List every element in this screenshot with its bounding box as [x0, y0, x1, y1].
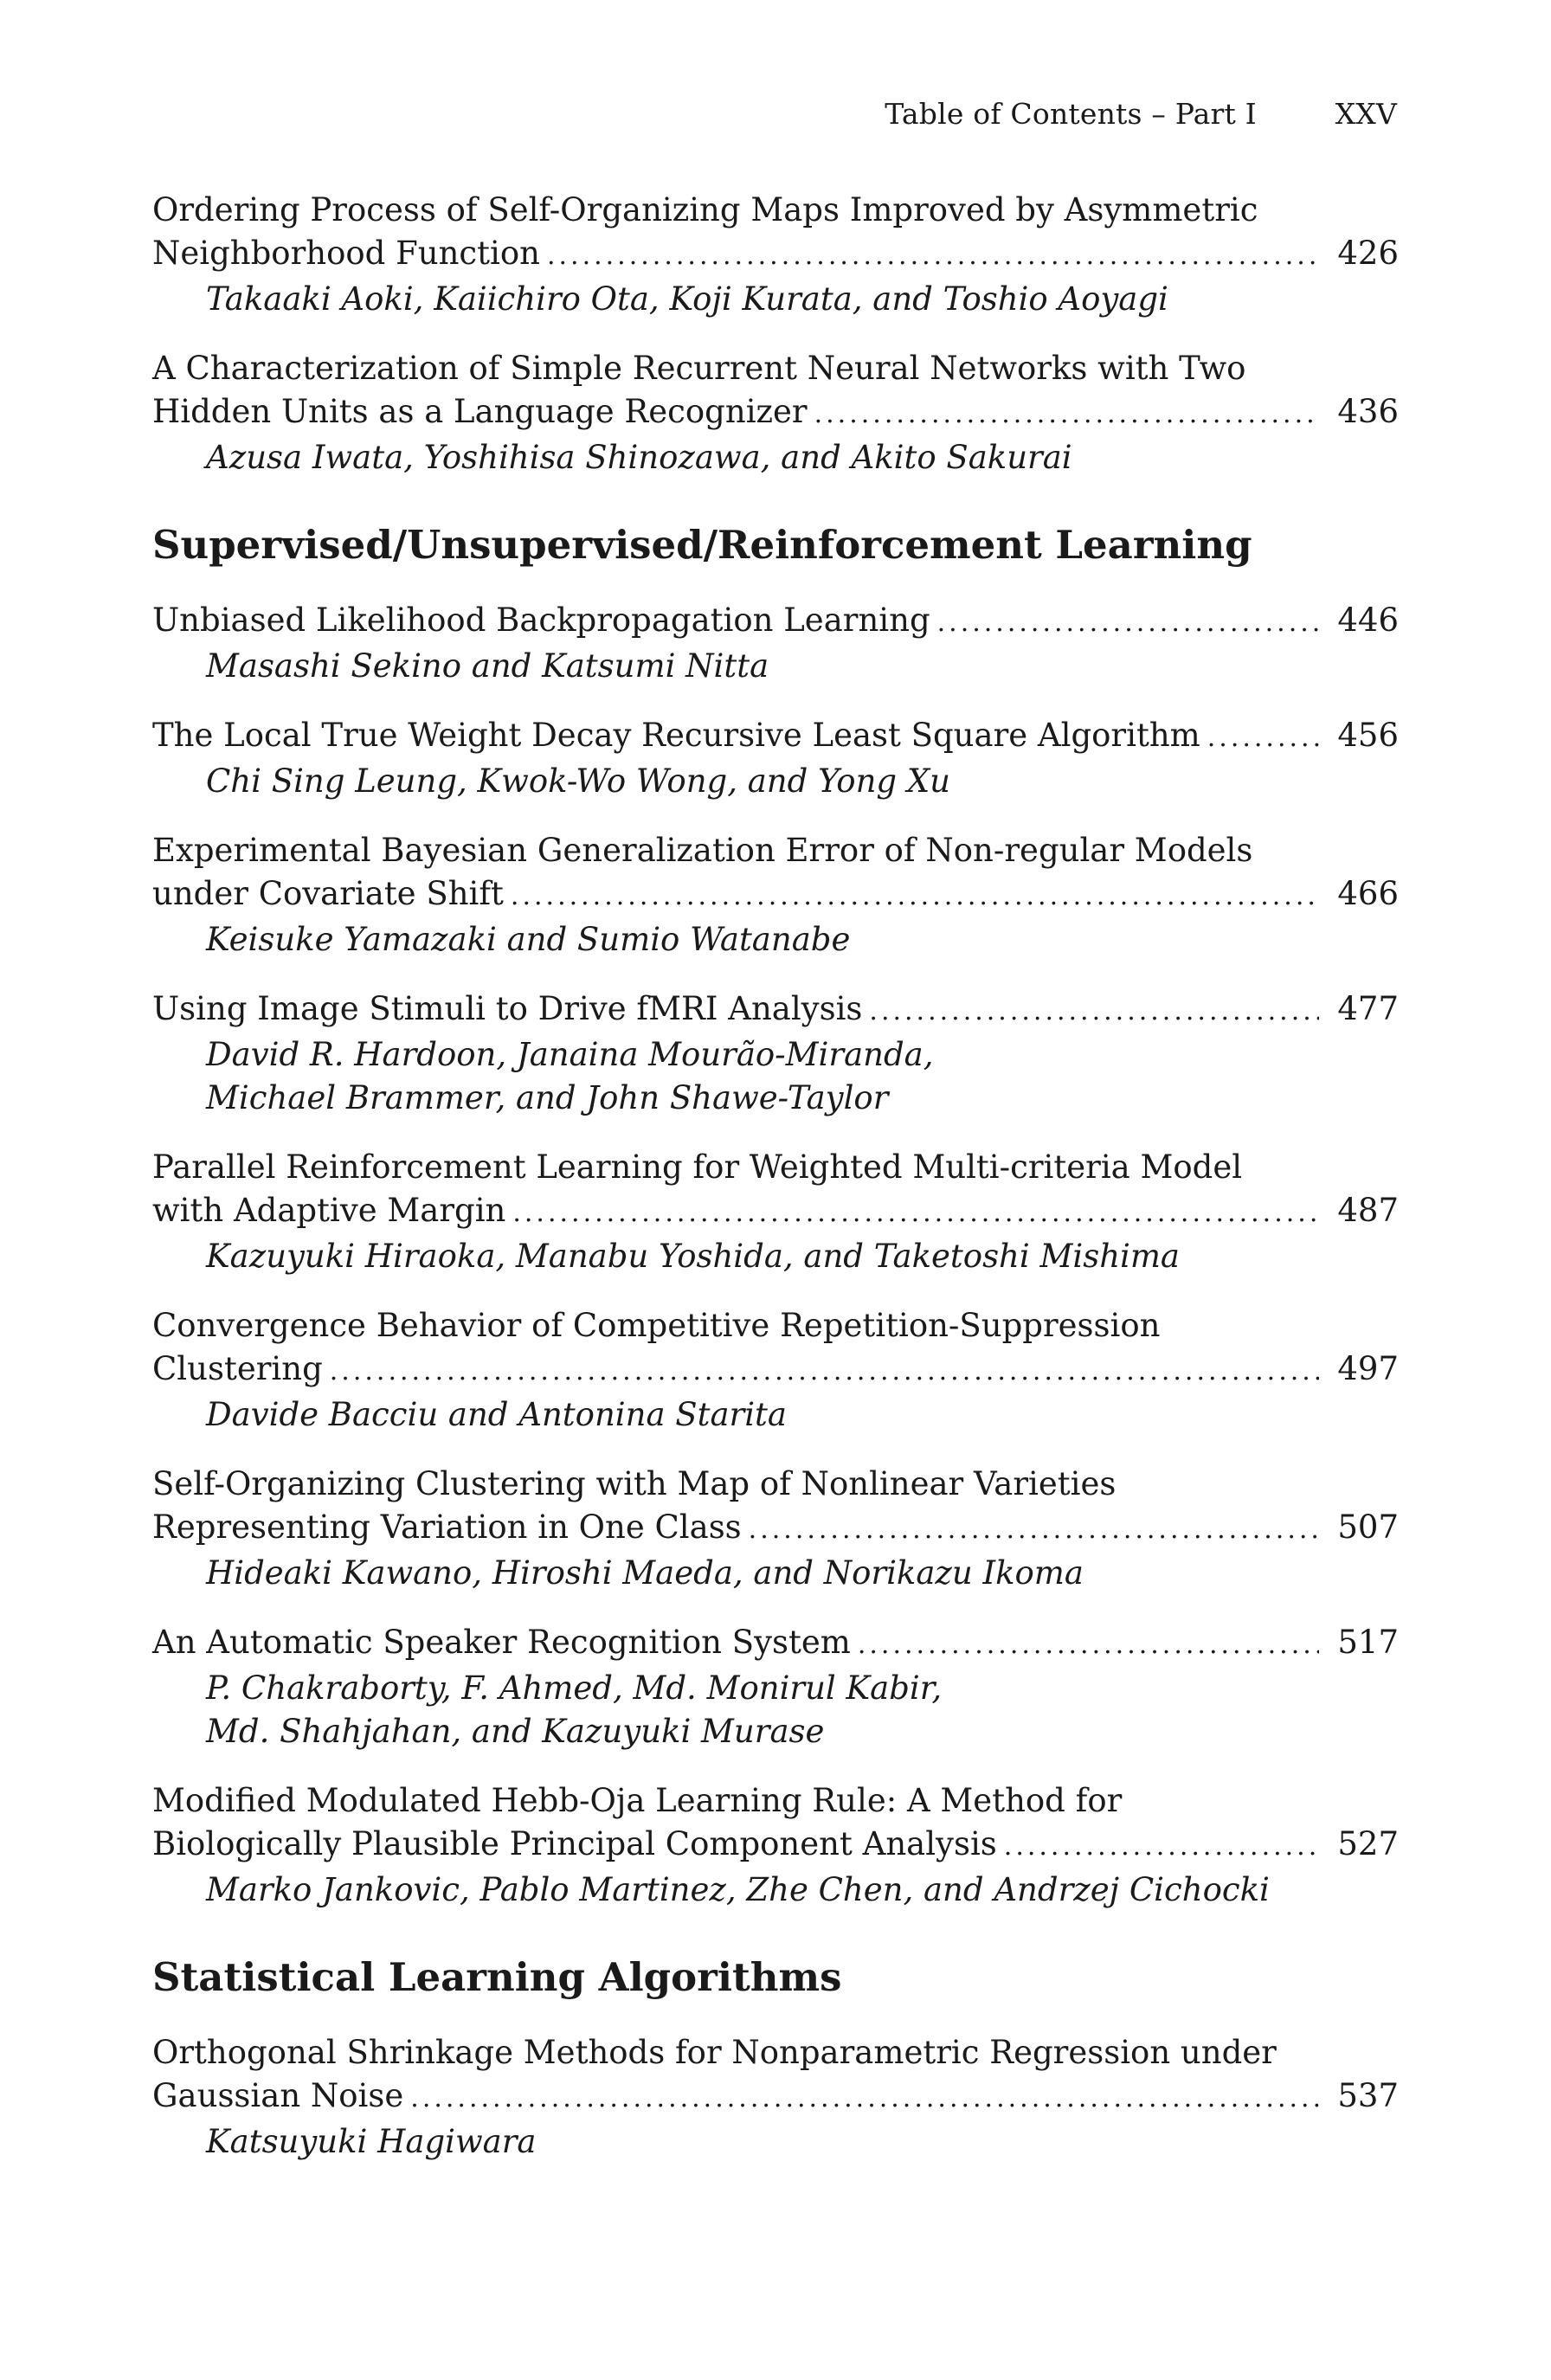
entry-authors: Md. Shahjahan, and Kazuyuki Murase — [206, 1713, 825, 1750]
entry-title-line — [152, 1506, 1399, 1552]
entry-title-line — [152, 1304, 1399, 1348]
toc-entry — [152, 1463, 1399, 1595]
toc-content — [152, 189, 1399, 2190]
entry-title-line — [152, 232, 1399, 278]
entry-authors: Michael Brammer, and John Shawe-Taylor — [206, 1079, 889, 1116]
entry-page-number: 456 — [1337, 717, 1399, 754]
entry-page-number: 537 — [1337, 2077, 1399, 2114]
entry-page-number: 477 — [1337, 990, 1399, 1027]
entry-title: Convergence Behavior of Competitive Repetition-Suppression — [152, 1307, 1161, 1344]
toc-entry — [152, 2031, 1399, 2164]
entry-authors: Chi Sing Leung, Kwok-Wo Wong, and Yong Xu — [206, 762, 951, 800]
entry-title-line — [152, 1146, 1399, 1189]
leader-dots — [814, 393, 1319, 436]
toc-entry — [152, 599, 1399, 688]
leader-dots — [547, 235, 1319, 278]
entry-title: Neighborhood Function — [152, 235, 540, 272]
entry-title-line — [152, 599, 1399, 645]
toc-entry — [152, 1779, 1399, 1912]
entry-title: An Automatic Speaker Recognition System — [152, 1624, 851, 1661]
toc-entry — [152, 829, 1399, 962]
entry-authors: Azusa Iwata, Yoshihisa Shinozawa, and Akito Sakurai — [206, 439, 1072, 476]
entry-title: Using Image Stimuli to Drive fMRI Analysis — [152, 990, 863, 1027]
entry-title-line — [152, 1823, 1399, 1869]
toc-entries-top — [152, 189, 1399, 479]
entry-authors: Marko Jankovic, Pablo Martinez, Zhe Chen, and Andrzej Cichocki — [206, 1871, 1270, 1908]
running-head-title: Table of Contents – Part I — [885, 97, 1257, 131]
toc-entry — [152, 714, 1399, 803]
entry-title-line — [152, 1779, 1399, 1823]
entry-authors: Masashi Sekino and Katsumi Nitta — [206, 647, 769, 685]
entry-title: Clustering — [152, 1350, 323, 1387]
entry-title-line — [152, 1463, 1399, 1506]
entry-title-line — [152, 390, 1399, 436]
entry-title-line — [152, 2031, 1399, 2074]
toc-entries-section-statistical — [152, 2031, 1399, 2164]
leader-dots — [330, 1350, 1319, 1393]
toc-entry — [152, 189, 1399, 321]
entry-title: Orthogonal Shrinkage Methods for Nonparametric Regression under — [152, 2034, 1277, 2071]
toc-entry — [152, 1146, 1399, 1278]
entry-page-number: 466 — [1337, 875, 1399, 912]
entry-authors: Davide Bacciu and Antonina Starita — [206, 1396, 787, 1433]
entry-authors: Katsuyuki Hagiwara — [206, 2123, 537, 2160]
entry-title: Parallel Reinforcement Learning for Weighted Multi-criteria Model — [152, 1148, 1243, 1186]
entry-title: Self-Organizing Clustering with Map of Nonlinear Varieties — [152, 1465, 1117, 1502]
toc-entry — [152, 1304, 1399, 1437]
entry-title: The Local True Weight Decay Recursive Least Square Algorithm — [152, 717, 1200, 754]
entry-title-line — [152, 987, 1399, 1033]
entry-title: Representing Variation in One Class — [152, 1508, 742, 1546]
entry-authors: Takaaki Aoki, Kaiichiro Ota, Koji Kurata, and Toshio Aoyagi — [206, 280, 1168, 318]
entry-title-line — [152, 189, 1399, 232]
entry-authors: David R. Hardoon, Janaina Mourão-Miranda, — [206, 1036, 934, 1073]
toc-entry — [152, 347, 1399, 479]
section-title-statistical: Statistical Learning Algorithms — [152, 1954, 842, 2000]
entry-title: Ordering Process of Self-Organizing Maps Improved by Asymmetric — [152, 191, 1258, 228]
entry-title: Modified Modulated Hebb-Oja Learning Rule: A Method for — [152, 1782, 1123, 1819]
leader-dots — [1207, 717, 1319, 760]
running-head-page-number: XXV — [1335, 97, 1397, 131]
entry-page-number: 497 — [1337, 1350, 1399, 1387]
entry-title: under Covariate Shift — [152, 875, 504, 912]
entry-authors: P. Chakraborty, F. Ahmed, Md. Monirul Kabir, — [206, 1669, 943, 1707]
entry-title-line — [152, 1621, 1399, 1667]
running-head — [885, 97, 1397, 131]
entry-title-line — [152, 872, 1399, 918]
entry-page-number: 446 — [1337, 601, 1399, 639]
entry-page-number: 507 — [1337, 1508, 1399, 1546]
toc-entry — [152, 1621, 1399, 1753]
entry-page-number: 517 — [1337, 1624, 1399, 1661]
entry-authors: Keisuke Yamazaki and Sumio Watanabe — [206, 921, 851, 958]
entry-page-number: 436 — [1337, 393, 1399, 430]
leader-dots — [410, 2077, 1319, 2120]
entry-page-number: 487 — [1337, 1192, 1399, 1229]
entry-title: Unbiased Likelihood Backpropagation Learning — [152, 601, 930, 639]
entry-page-number: 426 — [1337, 235, 1399, 272]
entry-title: Biologically Plausible Principal Component Analysis — [152, 1825, 997, 1862]
toc-entry — [152, 987, 1399, 1120]
leader-dots — [869, 990, 1319, 1033]
entry-title-line — [152, 347, 1399, 390]
entry-title-line — [152, 2074, 1399, 2120]
leader-dots — [749, 1508, 1319, 1552]
entry-page-number: 527 — [1337, 1825, 1399, 1862]
section-title-supervised: Supervised/Unsupervised/Reinforcement Learning — [152, 522, 1252, 568]
entry-title-line — [152, 714, 1399, 760]
entry-title: with Adaptive Margin — [152, 1192, 506, 1229]
entry-title: Hidden Units as a Language Recognizer — [152, 393, 808, 430]
entry-authors: Hideaki Kawano, Hiroshi Maeda, and Norikazu Ikoma — [206, 1554, 1084, 1592]
leader-dots — [858, 1624, 1319, 1667]
leader-dots — [512, 1192, 1319, 1235]
leader-dots — [511, 875, 1319, 918]
leader-dots — [1004, 1825, 1319, 1869]
entry-authors: Kazuyuki Hiraoka, Manabu Yoshida, and Taketoshi Mishima — [206, 1238, 1180, 1275]
entry-title-line — [152, 1348, 1399, 1393]
toc-entries-section-supervised — [152, 599, 1399, 1912]
entry-title: Experimental Bayesian Generalization Error of Non-regular Models — [152, 832, 1253, 869]
leader-dots — [937, 601, 1319, 645]
entry-title-line — [152, 1189, 1399, 1235]
entry-title: A Characterization of Simple Recurrent Neural Networks with Two — [152, 350, 1246, 387]
entry-title: Gaussian Noise — [152, 2077, 404, 2114]
entry-title-line — [152, 829, 1399, 872]
